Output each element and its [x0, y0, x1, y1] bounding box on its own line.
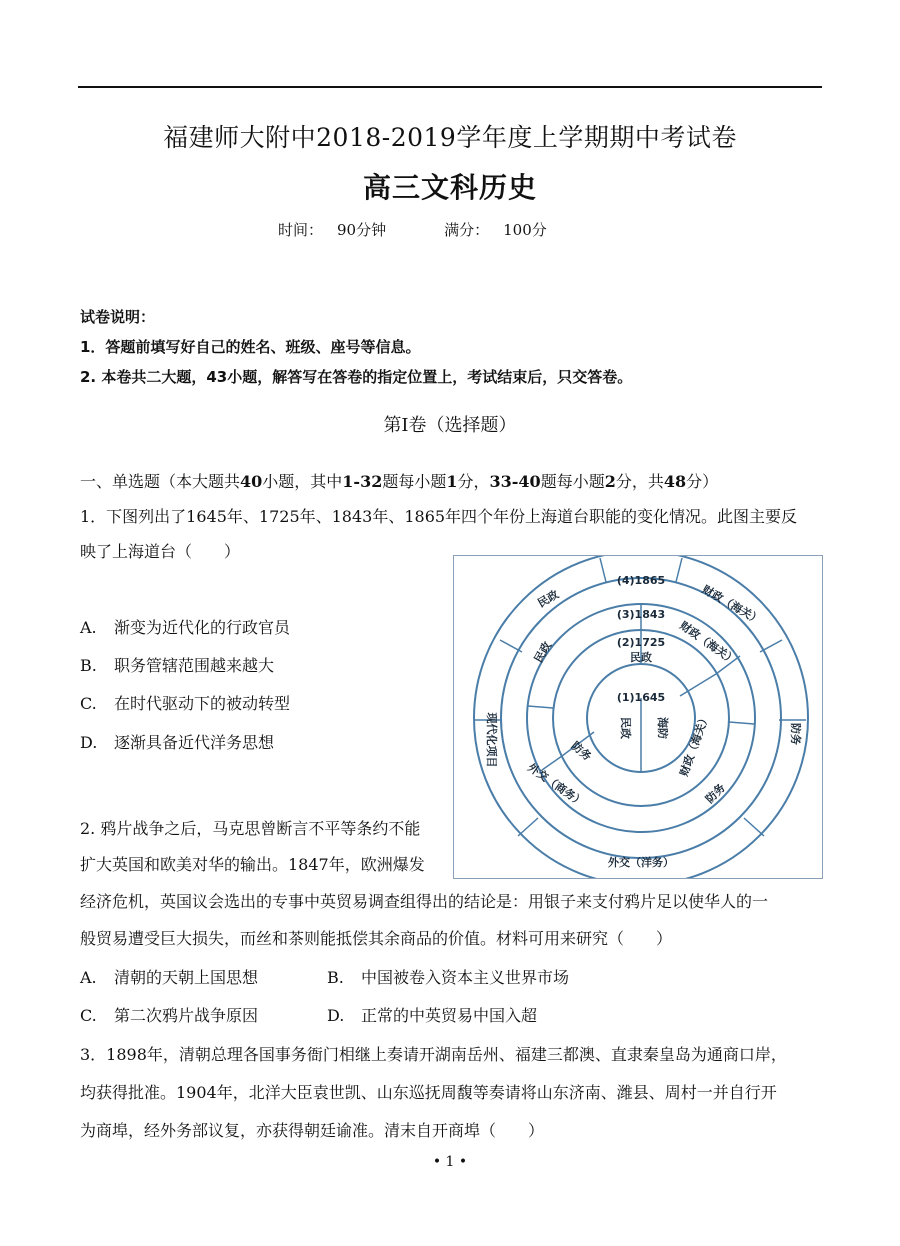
ring-1865-label: 防务 [789, 723, 802, 745]
question-3-line: 3．1898年，清朝总理各国事务衙门相继上奏请开湖南岳州、福建三都澳、直隶秦皇岛为通商口岸， [80, 1045, 787, 1064]
subject-title: 高三文科历史 [362, 171, 537, 204]
top-rule [78, 86, 822, 88]
year-1843-label: (3)1843 [616, 608, 666, 621]
q1-option-c[interactable]: C. 在时代驱动下的被动转型 [80, 694, 291, 713]
year-1725-label: (2)1725 [616, 636, 666, 649]
notes-heading: 试卷说明： [80, 308, 156, 326]
q1-option-a[interactable]: A. 渐变为近代化的行政官员 [80, 618, 291, 637]
question-2-line: 般贸易遭受巨大损失，而丝和茶则能抵偿其余商品的价值。材料可用来研究（ ） [80, 929, 673, 948]
ring-1865-label: 财政（海关） [699, 582, 764, 628]
question-1-line: 1．下图列出了1645年、1725年、1843年、1865年四个年份上海道台职能的变化情况。此图主要反 [80, 507, 798, 526]
ring-1843-label: 民政 [531, 639, 555, 666]
section-instruction: 一、单选题（本大题共40小题，其中1-32题每小题1分，33-40题每小题2分，共48分） [80, 472, 719, 491]
question-3-line: 为商埠，经外务部议复，亦获得朝廷谕准。清末自开商埠（ ） [80, 1121, 545, 1140]
ring-1865-label: 现代化项目 [485, 712, 498, 768]
ring-1725-label: 财政（海关） [677, 711, 713, 779]
ring-1843-label: 防务 [703, 781, 728, 806]
question-2-line: 2. 鸦片战争之后，马克思曾断言不平等条约不能 [80, 819, 421, 838]
score-label: 满分： [444, 221, 490, 239]
question-2-line: 经济危机，英国议会选出的专事中英贸易调查组得出的结论是：用银子来支付鸦片足以使华人的一 [80, 892, 769, 911]
q1-option-b[interactable]: B. 职务管辖范围越来越大 [80, 656, 275, 675]
page-number: • 1 • [432, 1154, 468, 1170]
ring-1843-label: 外交（商务） [525, 760, 587, 810]
question-1-line: 映了上海道台（ ） [80, 542, 241, 561]
year-1645-label: (1)1645 [616, 691, 666, 704]
q2-option-c[interactable]: C. 第二次鸦片战争原因 [80, 1006, 259, 1025]
ring-1865-label: 民政 [535, 587, 562, 611]
time-value: 90分钟 [337, 221, 387, 239]
exam-title: 福建师大附中2018-2019学年度上学期期中考试卷 [163, 123, 737, 152]
exam-notes [80, 302, 632, 392]
question-3-line: 均获得批准。1904年，北洋大臣袁世凯、山东巡抚周馥等奏请将山东济南、潍县、周村一并自行开 [80, 1083, 777, 1102]
shanghai-daotai-diagram [453, 555, 823, 879]
q2-option-a[interactable]: A. 清朝的天朝上国思想 [80, 968, 259, 987]
q1-option-d[interactable]: D. 逐渐具备近代洋务思想 [80, 733, 275, 752]
year-1865-label: (4)1865 [616, 574, 666, 587]
diagram-svg [454, 556, 822, 878]
ring-1725-label: 防务 [568, 739, 594, 764]
ring-1725-label: 民政 [630, 651, 652, 664]
ring-1865-label: 外交（洋务） [608, 856, 674, 869]
time-label: 时间： [278, 221, 324, 239]
q2-option-b[interactable]: B. 中国被卷入资本主义世界市场 [327, 968, 570, 987]
ring-1645-label: 民政 [619, 717, 632, 739]
ring-1843-label: 财政（海关） [677, 618, 739, 668]
section-title: 第Ⅰ卷（选择题） [383, 415, 517, 436]
question-2-line: 扩大英国和欧美对华的输出。1847年，欧洲爆发 [80, 855, 425, 874]
ring-1645-label: 海防 [656, 717, 669, 739]
q2-option-d[interactable]: D. 正常的中英贸易中国入超 [327, 1006, 538, 1025]
exam-meta [278, 219, 547, 240]
notes-item: 2. 本卷共二大题，43小题，解答写在答卷的指定位置上，考试结束后，只交答卷。 [80, 368, 633, 386]
score-value: 100分 [503, 221, 547, 239]
notes-item: 1．答题前填写好自己的姓名、班级、座号等信息。 [80, 338, 421, 356]
